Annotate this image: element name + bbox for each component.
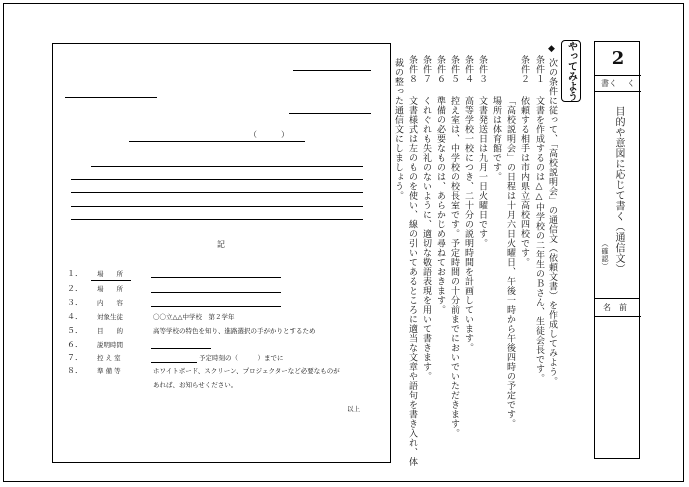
ki-heading: 記 (217, 240, 225, 249)
item-label: 内 容 (97, 299, 123, 307)
condition-text: 高等学校一校につき、二十分の説明時間を計画しています。 (463, 96, 473, 353)
item-value-line[interactable] (151, 306, 281, 307)
item-label: 対象生徒 (97, 313, 123, 321)
condition-2-line3: 場所は体育館です。 (491, 96, 501, 182)
condition-label: 条件３ (477, 55, 487, 84)
intro-text: 次の条件に従って、「高校説明会」の通信文（依頼文書）を作成してみよう。 (547, 58, 557, 386)
item-value: 〇〇立△△中学校 第２学年 (153, 313, 235, 321)
item-value-line[interactable] (151, 292, 281, 293)
item-number: １． (67, 269, 83, 278)
body-line-5[interactable] (71, 219, 363, 220)
item-value-continued: あれば、お知らせください。 (153, 381, 238, 389)
condition-2-line2: 「高校説明会」の日程は十月六日火曜日、午後一時から午後四時の予定です。 (505, 96, 515, 429)
category-label: 書く (601, 79, 617, 88)
condition-text: くれぐれも失礼のないように、適切な敬語表現を用いて書きます。 (421, 96, 431, 381)
item-label: 目 的 (97, 327, 123, 335)
condition-text: 文書発送日は九月一日火曜日です。 (477, 96, 487, 248)
name-box[interactable] (594, 299, 640, 459)
condition-label: 条件４ (463, 55, 473, 84)
item-label: 控 え 室 (97, 354, 121, 362)
item-value-line[interactable] (151, 348, 211, 349)
sender-line[interactable] (289, 113, 371, 114)
body-line-1[interactable] (91, 166, 363, 167)
item-label-line (91, 280, 131, 281)
body-line-2[interactable] (71, 179, 363, 180)
worksheet-number: 2 (595, 42, 641, 76)
condition-text: 準備の必要なものは、あらかじめ尋ねておきます。 (435, 96, 445, 315)
condition-label: 条件１ (534, 55, 544, 84)
item-value: ホワイトボード、スクリーン、プロジェクターなど必要なものが (153, 367, 340, 375)
item-value-line[interactable] (151, 277, 281, 278)
body-line-4[interactable] (71, 206, 363, 207)
item-number: ７． (67, 353, 83, 362)
condition-text: 文書を作成するのは△△中学校の二年生のＢさん、生徒会長です。 (534, 96, 544, 383)
item-number: ４． (67, 312, 83, 321)
item-number: ６． (67, 340, 83, 349)
condition-label: 条件５ (449, 55, 459, 84)
worksheet-title: 目的や意図に応じて書く（通信文） (613, 106, 624, 274)
title-line[interactable] (129, 141, 305, 142)
condition-label: 条件２ (519, 55, 529, 84)
name-label-row (595, 299, 641, 317)
diamond-bullet-icon: ◆ (548, 44, 555, 54)
condition-label: 条件８ (407, 55, 417, 84)
date-line[interactable] (293, 70, 371, 71)
item-number: ５． (67, 326, 83, 335)
item-label: 準 備 等 (97, 367, 121, 375)
title-paren: （ ） (249, 130, 289, 139)
item-value: 予定時刻の（ ）までに (199, 354, 284, 362)
yattemiyou-badge: やってみよう (561, 40, 581, 102)
condition-text: 依頼する相手は市内県立高校四校です。 (519, 96, 529, 267)
item-number: ２． (67, 284, 83, 293)
body-line-3[interactable] (71, 192, 363, 193)
condition-8-line2: 裁の整った通信文にしましょう。 (393, 58, 403, 201)
closing-ijou: 以上 (347, 405, 360, 413)
worksheet-subtitle: （確認） (601, 240, 609, 270)
item-label: 場 所 (97, 270, 123, 278)
worksheet-header (594, 41, 640, 299)
condition-label: 条件７ (421, 55, 431, 84)
condition-label: 条件６ (435, 55, 445, 84)
item-value-line[interactable] (151, 362, 197, 363)
item-number: ８． (67, 366, 83, 375)
item-label: 場 所 (97, 285, 123, 293)
item-number: ３． (67, 298, 83, 307)
condition-text: 控え室は、中学校の校長室です。予定時間の十分前までにおいでいただきます。 (449, 96, 459, 438)
item-value: 高等学校の特色を知り、進路選択の手がかりとするため (153, 327, 316, 335)
category-mark: く (627, 79, 635, 88)
condition-text: 文書様式は左のものを使い、線の引いてあるところに適当な文章や語句を書き入れ、体 (407, 96, 417, 467)
name-label: 名 前 (603, 303, 627, 312)
recipient-line[interactable] (65, 97, 157, 98)
letter-template (52, 43, 391, 463)
category-row (595, 76, 641, 92)
item-label: 説明時間 (97, 341, 123, 349)
